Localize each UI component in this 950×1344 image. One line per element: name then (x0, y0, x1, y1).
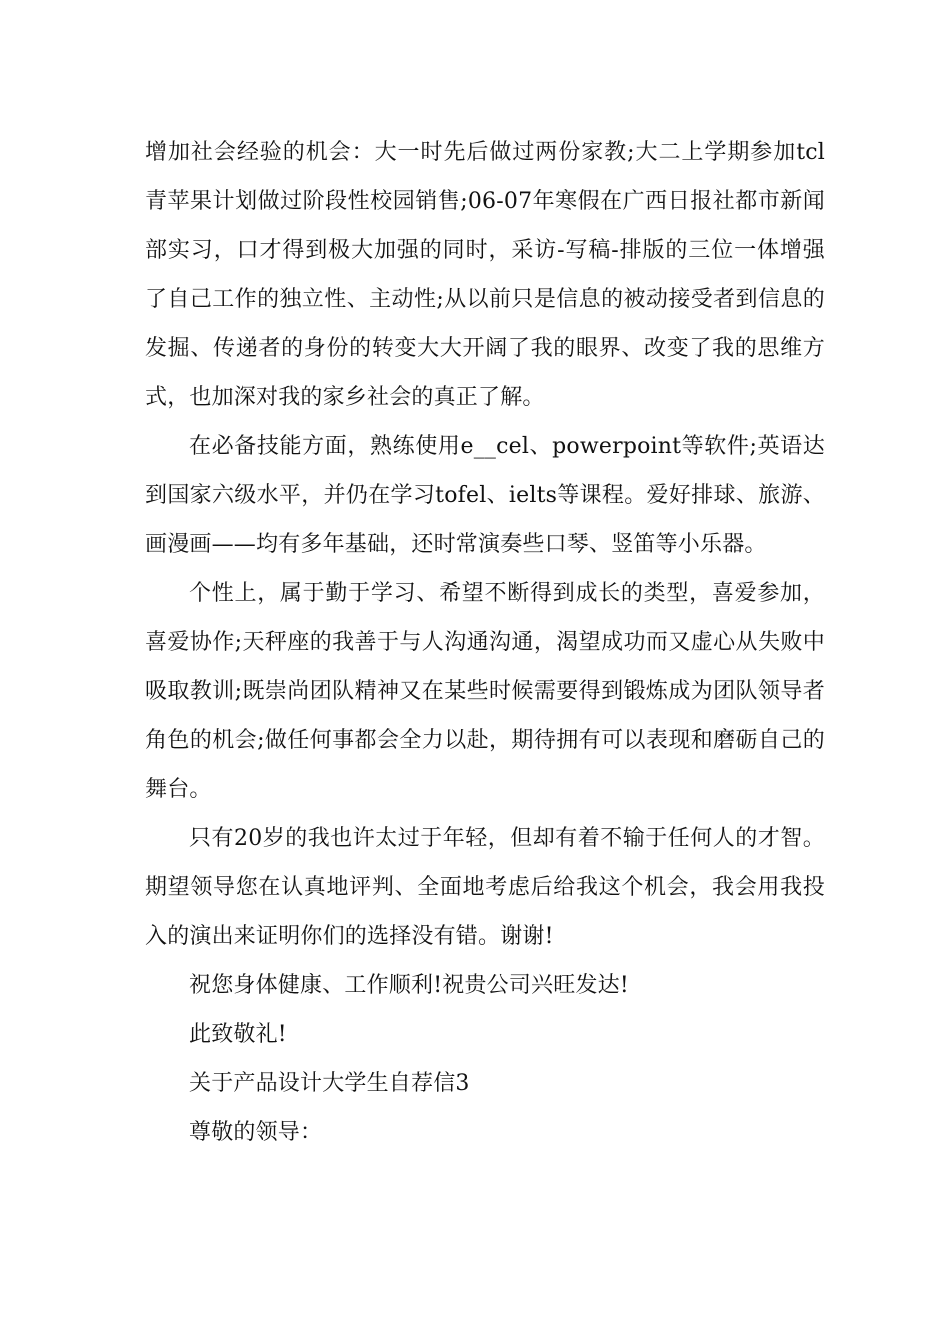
paragraph-greeting: 尊敬的领导： (189, 1120, 323, 1145)
paragraph-wishes: 祝您身体健康、工作顺利!祝贵公司兴旺发达! (189, 973, 629, 998)
paragraph-social-experience: 增加社会经验的机会：大一时先后做过两份家教;大二上学期参加tcl青苹果计划做过阶段性校园销售;06-07年寒假在广西日报社都市新闻部实习，口才得到极大加强的同时，采访-写稿-排版的三位一体增强了自己工作的独立性、主动性;从以前只是信息的被动接受者到信息的发掘、传递者的身份的转变大大开阔了我的眼界、改变了我的思维方式，也加深对我的家乡社会的真正了解。 (145, 140, 825, 410)
paragraph-salutation: 此致敬礼! (189, 1022, 287, 1047)
paragraph-skills: 在必备技能方面，熟练使用e__cel、powerpoint等软件;英语达到国家六级水平，并仍在学习tofel、ielts等课程。爱好排球、旅游、画漫画——均有多年基础，还时常演奏些口琴、竖笛等小乐器。 (145, 434, 825, 557)
document-body (145, 128, 825, 1157)
section-heading: 关于产品设计大学生自荐信3 (189, 1071, 470, 1096)
paragraph-closing-request: 只有20岁的我也许太过于年轻，但却有着不输于任何人的才智。期望领导您在认真地评判、全面地考虑后给我这个机会，我会用我投入的演出来证明你们的选择没有错。谢谢! (145, 826, 825, 949)
paragraph-personality: 个性上，属于勤于学习、希望不断得到成长的类型，喜爱参加，喜爱协作;天秤座的我善于与人沟通沟通，渴望成功而又虚心从失败中吸取教训;既崇尚团队精神又在某些时候需要得到锻炼成为团队领导者角色的机会;做任何事都会全力以赴，期待拥有可以表现和磨砺自己的舞台。 (145, 581, 825, 802)
